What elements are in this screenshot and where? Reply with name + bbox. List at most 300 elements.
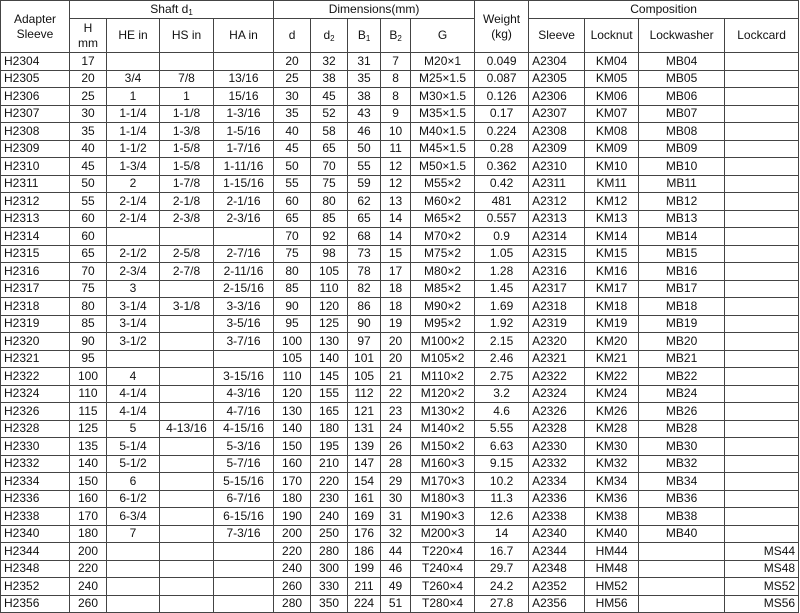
cell-ha: 7-3/16	[214, 525, 274, 543]
cell-weight: 2.15	[475, 333, 529, 351]
cell-hs: 1-5/8	[160, 158, 214, 176]
cell-d: 240	[274, 560, 311, 578]
cell-sleeve: A2309	[529, 140, 585, 158]
cell-b1: 65	[348, 210, 381, 228]
cell-weight: 0.17	[475, 105, 529, 123]
cell-he: 3-1/2	[107, 333, 160, 351]
cell-lockcard	[725, 88, 799, 106]
cell-sleeve: A2311	[529, 175, 585, 193]
cell-locknut: KM17	[585, 280, 639, 298]
header-d: d	[274, 19, 311, 53]
cell-adapter-sleeve: H2311	[1, 175, 70, 193]
cell-g: M30×1.5	[411, 88, 475, 106]
cell-g: T280×4	[411, 595, 475, 613]
cell-b1: 154	[348, 473, 381, 491]
cell-g: M90×2	[411, 298, 475, 316]
cell-d: 60	[274, 193, 311, 211]
cell-h: 65	[70, 245, 107, 263]
cell-b2: 23	[381, 403, 411, 421]
cell-he: 1-3/4	[107, 158, 160, 176]
cell-adapter-sleeve: H2312	[1, 193, 70, 211]
cell-sleeve: A2320	[529, 333, 585, 351]
cell-h: 160	[70, 490, 107, 508]
cell-he: 4-1/4	[107, 385, 160, 403]
header-b1-label: B	[357, 28, 366, 42]
header-locknut: Locknut	[585, 19, 639, 53]
cell-ha: 1-15/16	[214, 175, 274, 193]
cell-d2: 210	[311, 455, 348, 473]
cell-h: 45	[70, 158, 107, 176]
cell-locknut: KM38	[585, 508, 639, 526]
cell-g: M180×3	[411, 490, 475, 508]
cell-b2: 28	[381, 455, 411, 473]
cell-hs	[160, 508, 214, 526]
cell-he: 4	[107, 368, 160, 386]
cell-ha	[214, 350, 274, 368]
cell-d: 280	[274, 595, 311, 613]
cell-lockcard	[725, 420, 799, 438]
cell-lockwasher: MB06	[639, 88, 725, 106]
cell-g: T220×4	[411, 543, 475, 561]
cell-weight: 12.6	[475, 508, 529, 526]
cell-he: 3/4	[107, 70, 160, 88]
cell-he: 1-1/4	[107, 123, 160, 141]
cell-lockcard: MS52	[725, 578, 799, 596]
cell-b1: 161	[348, 490, 381, 508]
cell-he	[107, 578, 160, 596]
cell-sleeve: A2352	[529, 578, 585, 596]
cell-locknut: KM11	[585, 175, 639, 193]
cell-d: 100	[274, 333, 311, 351]
cell-d2: 58	[311, 123, 348, 141]
header-he: HE in	[107, 19, 160, 53]
header-sleeve: Sleeve	[529, 19, 585, 53]
cell-hs: 1-1/8	[160, 105, 214, 123]
cell-ha: 1-11/16	[214, 158, 274, 176]
cell-he: 2-1/4	[107, 193, 160, 211]
cell-adapter-sleeve: H2348	[1, 560, 70, 578]
cell-lockcard	[725, 385, 799, 403]
cell-ha: 5-7/16	[214, 455, 274, 473]
cell-sleeve: A2313	[529, 210, 585, 228]
cell-adapter-sleeve: H2332	[1, 455, 70, 473]
cell-weight: 1.05	[475, 245, 529, 263]
cell-lockwasher: MB17	[639, 280, 725, 298]
cell-lockcard	[725, 298, 799, 316]
cell-h: 90	[70, 333, 107, 351]
cell-ha: 3-15/16	[214, 368, 274, 386]
cell-hs	[160, 438, 214, 456]
cell-sleeve: A2338	[529, 508, 585, 526]
cell-h: 80	[70, 298, 107, 316]
table-row	[1, 455, 799, 473]
cell-d: 120	[274, 385, 311, 403]
cell-weight: 6.63	[475, 438, 529, 456]
cell-lockcard	[725, 123, 799, 141]
cell-lockwasher: MB04	[639, 53, 725, 71]
cell-h: 135	[70, 438, 107, 456]
cell-sleeve: A2312	[529, 193, 585, 211]
cell-d: 180	[274, 490, 311, 508]
cell-d: 105	[274, 350, 311, 368]
cell-sleeve: A2307	[529, 105, 585, 123]
table-row	[1, 158, 799, 176]
cell-adapter-sleeve: H2318	[1, 298, 70, 316]
cell-adapter-sleeve: H2309	[1, 140, 70, 158]
cell-adapter-sleeve: H2315	[1, 245, 70, 263]
table-row	[1, 333, 799, 351]
cell-g: M120×2	[411, 385, 475, 403]
cell-weight: 0.557	[475, 210, 529, 228]
cell-lockcard	[725, 245, 799, 263]
cell-lockwasher	[639, 595, 725, 613]
cell-locknut: KM18	[585, 298, 639, 316]
cell-sleeve: A2310	[529, 158, 585, 176]
cell-sleeve: A2326	[529, 403, 585, 421]
cell-g: M110×2	[411, 368, 475, 386]
cell-he: 5-1/2	[107, 455, 160, 473]
cell-sleeve: A2318	[529, 298, 585, 316]
cell-d2: 110	[311, 280, 348, 298]
cell-lockcard	[725, 175, 799, 193]
cell-sleeve: A2322	[529, 368, 585, 386]
cell-adapter-sleeve: H2321	[1, 350, 70, 368]
cell-d2: 230	[311, 490, 348, 508]
cell-d: 30	[274, 88, 311, 106]
cell-b2: 46	[381, 560, 411, 578]
header-h: H mm	[70, 19, 107, 53]
table-row	[1, 490, 799, 508]
header-ha: HA in	[214, 19, 274, 53]
cell-d: 25	[274, 70, 311, 88]
cell-b1: 82	[348, 280, 381, 298]
cell-d2: 300	[311, 560, 348, 578]
cell-h: 17	[70, 53, 107, 71]
cell-sleeve: A2328	[529, 420, 585, 438]
cell-lockcard: MS44	[725, 543, 799, 561]
cell-ha	[214, 53, 274, 71]
cell-g: M25×1.5	[411, 70, 475, 88]
cell-d: 55	[274, 175, 311, 193]
cell-lockcard	[725, 350, 799, 368]
cell-lockwasher: MB40	[639, 525, 725, 543]
cell-hs	[160, 228, 214, 246]
cell-d: 130	[274, 403, 311, 421]
table-row	[1, 508, 799, 526]
cell-he	[107, 228, 160, 246]
cell-lockwasher: MB16	[639, 263, 725, 281]
cell-g: M55×2	[411, 175, 475, 193]
cell-b2: 13	[381, 193, 411, 211]
cell-d: 45	[274, 140, 311, 158]
cell-sleeve: A2317	[529, 280, 585, 298]
cell-d: 75	[274, 245, 311, 263]
cell-he: 2	[107, 175, 160, 193]
cell-d2: 165	[311, 403, 348, 421]
cell-h: 70	[70, 263, 107, 281]
cell-hs	[160, 368, 214, 386]
cell-d: 110	[274, 368, 311, 386]
table-row	[1, 210, 799, 228]
cell-adapter-sleeve: H2324	[1, 385, 70, 403]
cell-lockcard	[725, 140, 799, 158]
cell-hs	[160, 403, 214, 421]
cell-sleeve: A2340	[529, 525, 585, 543]
cell-d2: 120	[311, 298, 348, 316]
cell-sleeve: A2332	[529, 455, 585, 473]
cell-weight: 481	[475, 193, 529, 211]
table-row	[1, 350, 799, 368]
cell-g: M150×2	[411, 438, 475, 456]
cell-d: 50	[274, 158, 311, 176]
cell-weight: 16.7	[475, 543, 529, 561]
table-row	[1, 193, 799, 211]
cell-lockcard	[725, 490, 799, 508]
cell-hs	[160, 280, 214, 298]
cell-lockwasher: MB13	[639, 210, 725, 228]
cell-lockcard	[725, 53, 799, 71]
cell-d: 160	[274, 455, 311, 473]
cell-locknut: KM24	[585, 385, 639, 403]
cell-weight: 0.224	[475, 123, 529, 141]
table-row	[1, 368, 799, 386]
cell-lockcard	[725, 403, 799, 421]
cell-d2: 145	[311, 368, 348, 386]
cell-b1: 86	[348, 298, 381, 316]
cell-he: 6-1/2	[107, 490, 160, 508]
cell-weight: 1.45	[475, 280, 529, 298]
cell-b2: 26	[381, 438, 411, 456]
cell-hs	[160, 560, 214, 578]
cell-lockwasher	[639, 578, 725, 596]
cell-locknut: KM36	[585, 490, 639, 508]
cell-hs	[160, 525, 214, 543]
cell-weight: 14	[475, 525, 529, 543]
cell-ha: 13/16	[214, 70, 274, 88]
cell-h: 200	[70, 543, 107, 561]
cell-locknut: KM22	[585, 368, 639, 386]
cell-h: 60	[70, 210, 107, 228]
cell-weight: 1.69	[475, 298, 529, 316]
table-row	[1, 175, 799, 193]
cell-b1: 176	[348, 525, 381, 543]
cell-g: M105×2	[411, 350, 475, 368]
cell-lockcard	[725, 280, 799, 298]
cell-locknut: KM12	[585, 193, 639, 211]
cell-hs	[160, 473, 214, 491]
cell-d: 95	[274, 315, 311, 333]
cell-lockcard	[725, 508, 799, 526]
cell-d2: 105	[311, 263, 348, 281]
cell-d: 170	[274, 473, 311, 491]
cell-h: 180	[70, 525, 107, 543]
cell-h: 85	[70, 315, 107, 333]
cell-lockcard	[725, 193, 799, 211]
cell-lockwasher: MB34	[639, 473, 725, 491]
header-shaft-sub: 1	[188, 8, 193, 17]
cell-b1: 139	[348, 438, 381, 456]
cell-he: 2-1/4	[107, 210, 160, 228]
cell-lockcard	[725, 158, 799, 176]
cell-d2: 125	[311, 315, 348, 333]
cell-h: 75	[70, 280, 107, 298]
cell-g: M45×1.5	[411, 140, 475, 158]
cell-g: M100×2	[411, 333, 475, 351]
cell-he: 5-1/4	[107, 438, 160, 456]
cell-b2: 30	[381, 490, 411, 508]
header-dimensions: Dimensions(mm)	[274, 1, 475, 19]
table-row	[1, 420, 799, 438]
cell-adapter-sleeve: H2334	[1, 473, 70, 491]
cell-b2: 15	[381, 245, 411, 263]
table-row	[1, 123, 799, 141]
cell-he: 2-1/2	[107, 245, 160, 263]
cell-h: 60	[70, 228, 107, 246]
cell-sleeve: A2344	[529, 543, 585, 561]
cell-h: 170	[70, 508, 107, 526]
cell-b2: 29	[381, 473, 411, 491]
cell-hs: 1-3/8	[160, 123, 214, 141]
cell-b1: 73	[348, 245, 381, 263]
cell-b2: 21	[381, 368, 411, 386]
cell-adapter-sleeve: H2317	[1, 280, 70, 298]
cell-lockcard	[725, 473, 799, 491]
cell-locknut: KM19	[585, 315, 639, 333]
cell-d2: 52	[311, 105, 348, 123]
cell-weight: 2.46	[475, 350, 529, 368]
cell-b1: 50	[348, 140, 381, 158]
header-weight: Weight (kg)	[475, 1, 529, 53]
cell-d: 20	[274, 53, 311, 71]
cell-locknut: KM34	[585, 473, 639, 491]
cell-ha: 4-15/16	[214, 420, 274, 438]
cell-lockwasher: MB28	[639, 420, 725, 438]
cell-weight: 0.42	[475, 175, 529, 193]
cell-h: 100	[70, 368, 107, 386]
cell-hs	[160, 315, 214, 333]
cell-locknut: KM28	[585, 420, 639, 438]
cell-adapter-sleeve: H2314	[1, 228, 70, 246]
table-row	[1, 473, 799, 491]
cell-ha: 15/16	[214, 88, 274, 106]
cell-lockcard	[725, 315, 799, 333]
cell-weight: 2.75	[475, 368, 529, 386]
cell-b2: 51	[381, 595, 411, 613]
header-d2-label: d	[323, 28, 331, 42]
cell-he: 1-1/2	[107, 140, 160, 158]
cell-d2: 220	[311, 473, 348, 491]
table-row	[1, 578, 799, 596]
cell-lockwasher: MB14	[639, 228, 725, 246]
cell-b2: 12	[381, 175, 411, 193]
cell-d2: 65	[311, 140, 348, 158]
cell-d: 40	[274, 123, 311, 141]
cell-b2: 8	[381, 70, 411, 88]
cell-ha	[214, 595, 274, 613]
cell-h: 40	[70, 140, 107, 158]
table-row	[1, 245, 799, 263]
cell-adapter-sleeve: H2320	[1, 333, 70, 351]
cell-hs	[160, 53, 214, 71]
cell-sleeve: A2304	[529, 53, 585, 71]
cell-adapter-sleeve: H2336	[1, 490, 70, 508]
cell-lockcard	[725, 105, 799, 123]
cell-hs	[160, 490, 214, 508]
cell-d: 200	[274, 525, 311, 543]
cell-d2: 98	[311, 245, 348, 263]
cell-g: M80×2	[411, 263, 475, 281]
cell-d: 65	[274, 210, 311, 228]
table-row	[1, 438, 799, 456]
cell-adapter-sleeve: H2330	[1, 438, 70, 456]
table-row	[1, 105, 799, 123]
cell-lockwasher: MB38	[639, 508, 725, 526]
cell-ha: 1-5/16	[214, 123, 274, 141]
cell-adapter-sleeve: H2313	[1, 210, 70, 228]
cell-g: T260×4	[411, 578, 475, 596]
cell-he: 1	[107, 88, 160, 106]
cell-h: 110	[70, 385, 107, 403]
cell-locknut: KM09	[585, 140, 639, 158]
cell-b2: 14	[381, 228, 411, 246]
cell-d2: 75	[311, 175, 348, 193]
cell-locknut: HM56	[585, 595, 639, 613]
cell-b1: 101	[348, 350, 381, 368]
cell-lockcard	[725, 525, 799, 543]
cell-lockwasher: MB10	[639, 158, 725, 176]
cell-b1: 38	[348, 88, 381, 106]
cell-hs: 3-1/8	[160, 298, 214, 316]
cell-hs: 1	[160, 88, 214, 106]
cell-ha: 2-1/16	[214, 193, 274, 211]
cell-ha: 5-15/16	[214, 473, 274, 491]
cell-b1: 186	[348, 543, 381, 561]
cell-weight: 0.362	[475, 158, 529, 176]
cell-g: M160×3	[411, 455, 475, 473]
cell-g: M140×2	[411, 420, 475, 438]
cell-lockwasher: MB21	[639, 350, 725, 368]
table-row	[1, 315, 799, 333]
cell-locknut: KM15	[585, 245, 639, 263]
cell-adapter-sleeve: H2326	[1, 403, 70, 421]
cell-h: 20	[70, 70, 107, 88]
cell-adapter-sleeve: H2307	[1, 105, 70, 123]
header-d2-sub: 2	[330, 34, 335, 43]
cell-he: 1-1/4	[107, 105, 160, 123]
cell-ha: 2-3/16	[214, 210, 274, 228]
cell-hs: 2-3/8	[160, 210, 214, 228]
cell-g: M75×2	[411, 245, 475, 263]
table-row	[1, 88, 799, 106]
cell-sleeve: A2305	[529, 70, 585, 88]
cell-lockwasher: MB09	[639, 140, 725, 158]
cell-he: 3-1/4	[107, 315, 160, 333]
cell-d: 90	[274, 298, 311, 316]
cell-ha: 2-15/16	[214, 280, 274, 298]
cell-weight: 10.2	[475, 473, 529, 491]
cell-weight: 3.2	[475, 385, 529, 403]
cell-d2: 155	[311, 385, 348, 403]
cell-locknut: KM05	[585, 70, 639, 88]
cell-he: 6	[107, 473, 160, 491]
cell-adapter-sleeve: H2328	[1, 420, 70, 438]
cell-b1: 224	[348, 595, 381, 613]
cell-he: 3-1/4	[107, 298, 160, 316]
cell-weight: 5.55	[475, 420, 529, 438]
cell-adapter-sleeve: H2316	[1, 263, 70, 281]
cell-locknut: KM30	[585, 438, 639, 456]
cell-b2: 12	[381, 158, 411, 176]
